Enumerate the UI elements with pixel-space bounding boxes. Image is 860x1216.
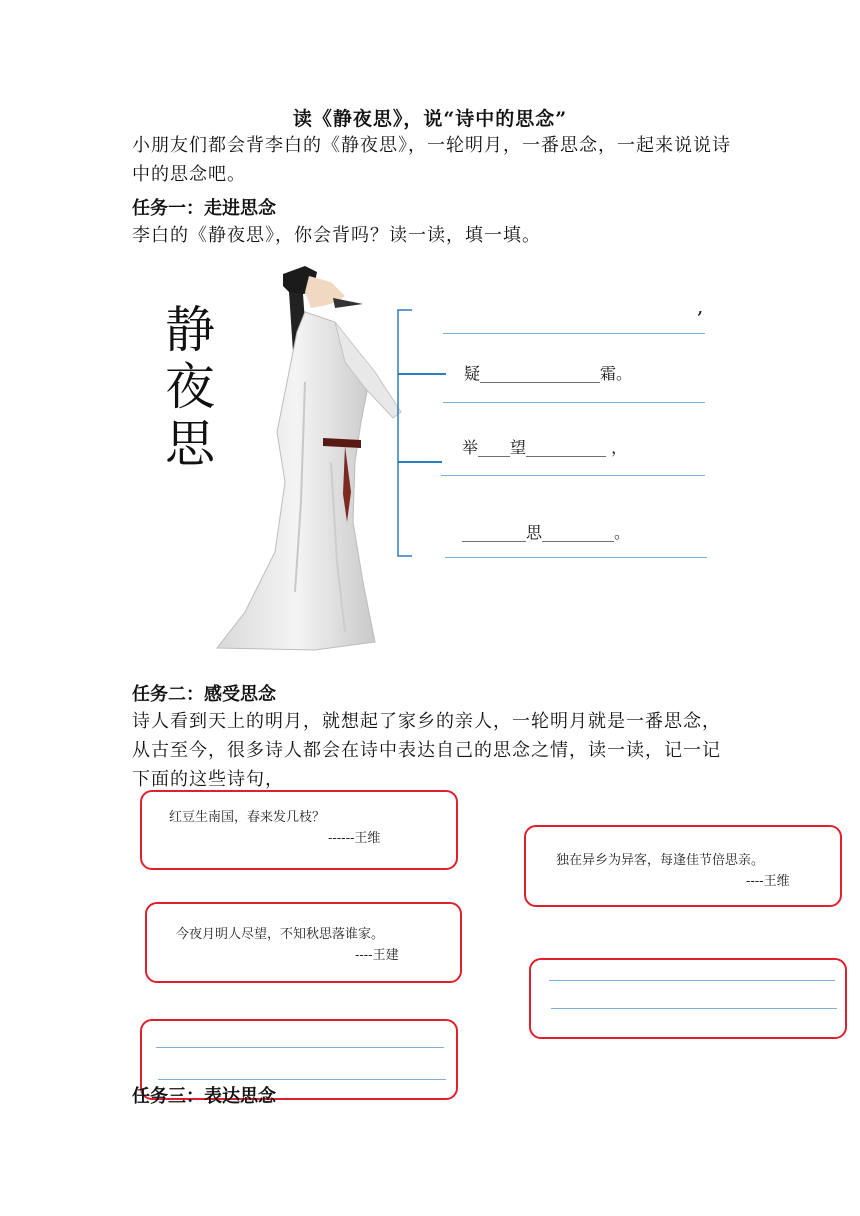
blank-write-line[interactable]: [551, 1008, 837, 1009]
blank-write-line[interactable]: [549, 980, 835, 981]
poem-author: ----王维: [746, 874, 790, 889]
poem-card: [145, 902, 462, 983]
fill-line-4[interactable]: [445, 557, 707, 558]
task2-paragraph: 诗人看到天上的明月，就想起了家乡的亲人，一轮明月就是一番思念，从古至今，很多诗人都会在诗中表达自己的思念之情，读一读，记一记下面的这些诗句，: [132, 711, 721, 790]
poem-card: [140, 790, 458, 870]
poem-text: 独在异乡为异客，每逢佳节倍思亲。: [556, 853, 765, 868]
task1-instruction: 李白的《静夜思》，你会背吗？读一读，填一填。: [132, 225, 541, 246]
page-title: 读《静夜思》，说“诗中的思念”: [292, 108, 568, 130]
task1-heading: 任务一：走进思念: [132, 198, 276, 219]
fill-line-1[interactable]: [443, 333, 705, 334]
poem-author: ------王维: [328, 831, 381, 846]
poem-text: 今夜月明人尽望，不知秋思落谁家。: [176, 927, 385, 942]
poem-title-char: 思: [165, 415, 215, 473]
poem-title-char: 夜: [165, 358, 215, 416]
task3-heading: 任务三：表达思念: [132, 1086, 276, 1107]
task2-heading: 任务二：感受思念: [132, 684, 276, 705]
poem-title-char: 静: [165, 301, 215, 359]
fill-line-2[interactable]: [443, 402, 705, 403]
poem-author: ----王建: [355, 948, 399, 963]
bracket-connector: [392, 306, 452, 562]
fill-line-4-text: ________思_________。: [462, 523, 631, 542]
fill-line-2-text: 疑_______________霜。: [464, 364, 633, 383]
fill-line-1-text: ,: [697, 294, 704, 318]
intro-paragraph: 小朋友们都会背李白的《静夜思》，一轮明月，一番思念，一起来说说诗中的思念吧。: [132, 135, 731, 185]
fill-line-3-text: 举____望__________ ，: [462, 438, 628, 457]
li-bai-illustration: [205, 262, 420, 654]
poem-text: 红豆生南国，春来发几枝？: [169, 810, 326, 825]
blank-write-line[interactable]: [158, 1079, 446, 1080]
blank-poem-card[interactable]: [529, 958, 847, 1039]
blank-write-line[interactable]: [156, 1047, 444, 1048]
fill-line-3[interactable]: [441, 475, 705, 476]
poem-card: [524, 825, 842, 907]
